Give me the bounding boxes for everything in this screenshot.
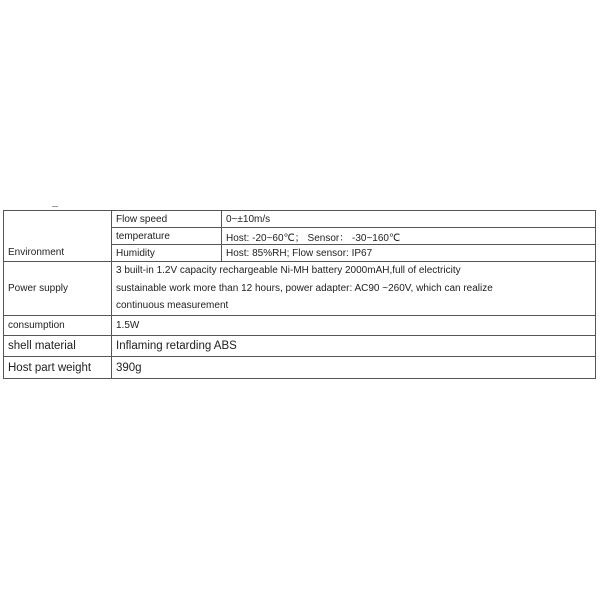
power-supply-line-1: 3 built-in 1.2V capacity rechargeable Ni-MH battery 2000mAH,full of electricity [116, 265, 461, 277]
power-supply-value [112, 262, 596, 316]
table-row-shell-material [4, 336, 596, 357]
humidity-value: Host: 85%RH; Flow sensor: IP67 [222, 245, 596, 262]
table-row-flow-speed [4, 211, 596, 228]
consumption-label: consumption [4, 316, 112, 336]
power-supply-label: Power supply [4, 262, 112, 316]
host-weight-value: 390g [112, 357, 596, 379]
temperature-value: Host: -20~60℃； Sensor： -30~160℃ [222, 228, 596, 245]
shell-material-label: shell material [4, 336, 112, 357]
power-supply-line-3: continuous measurement [116, 300, 229, 312]
shell-material-value: Inflaming retarding ABS [112, 336, 596, 357]
scan-artifact [52, 206, 58, 207]
flow-speed-label: Flow speed [112, 211, 222, 228]
consumption-value: 1.5W [112, 316, 596, 336]
humidity-label: Humidity [112, 245, 222, 262]
table-row-host-weight [4, 357, 596, 379]
power-supply-line-2: sustainable work more than 12 hours, power adapter: AC90 ~260V, which can realize [116, 282, 493, 294]
flow-speed-value: 0~±10m/s [222, 211, 596, 228]
temperature-label: temperature [112, 228, 222, 245]
specifications-table [3, 210, 596, 379]
table-row-consumption [4, 316, 596, 336]
host-weight-label: Host part weight [4, 357, 112, 379]
table-row-power-supply [4, 262, 596, 316]
environment-label: Environment [4, 211, 112, 262]
